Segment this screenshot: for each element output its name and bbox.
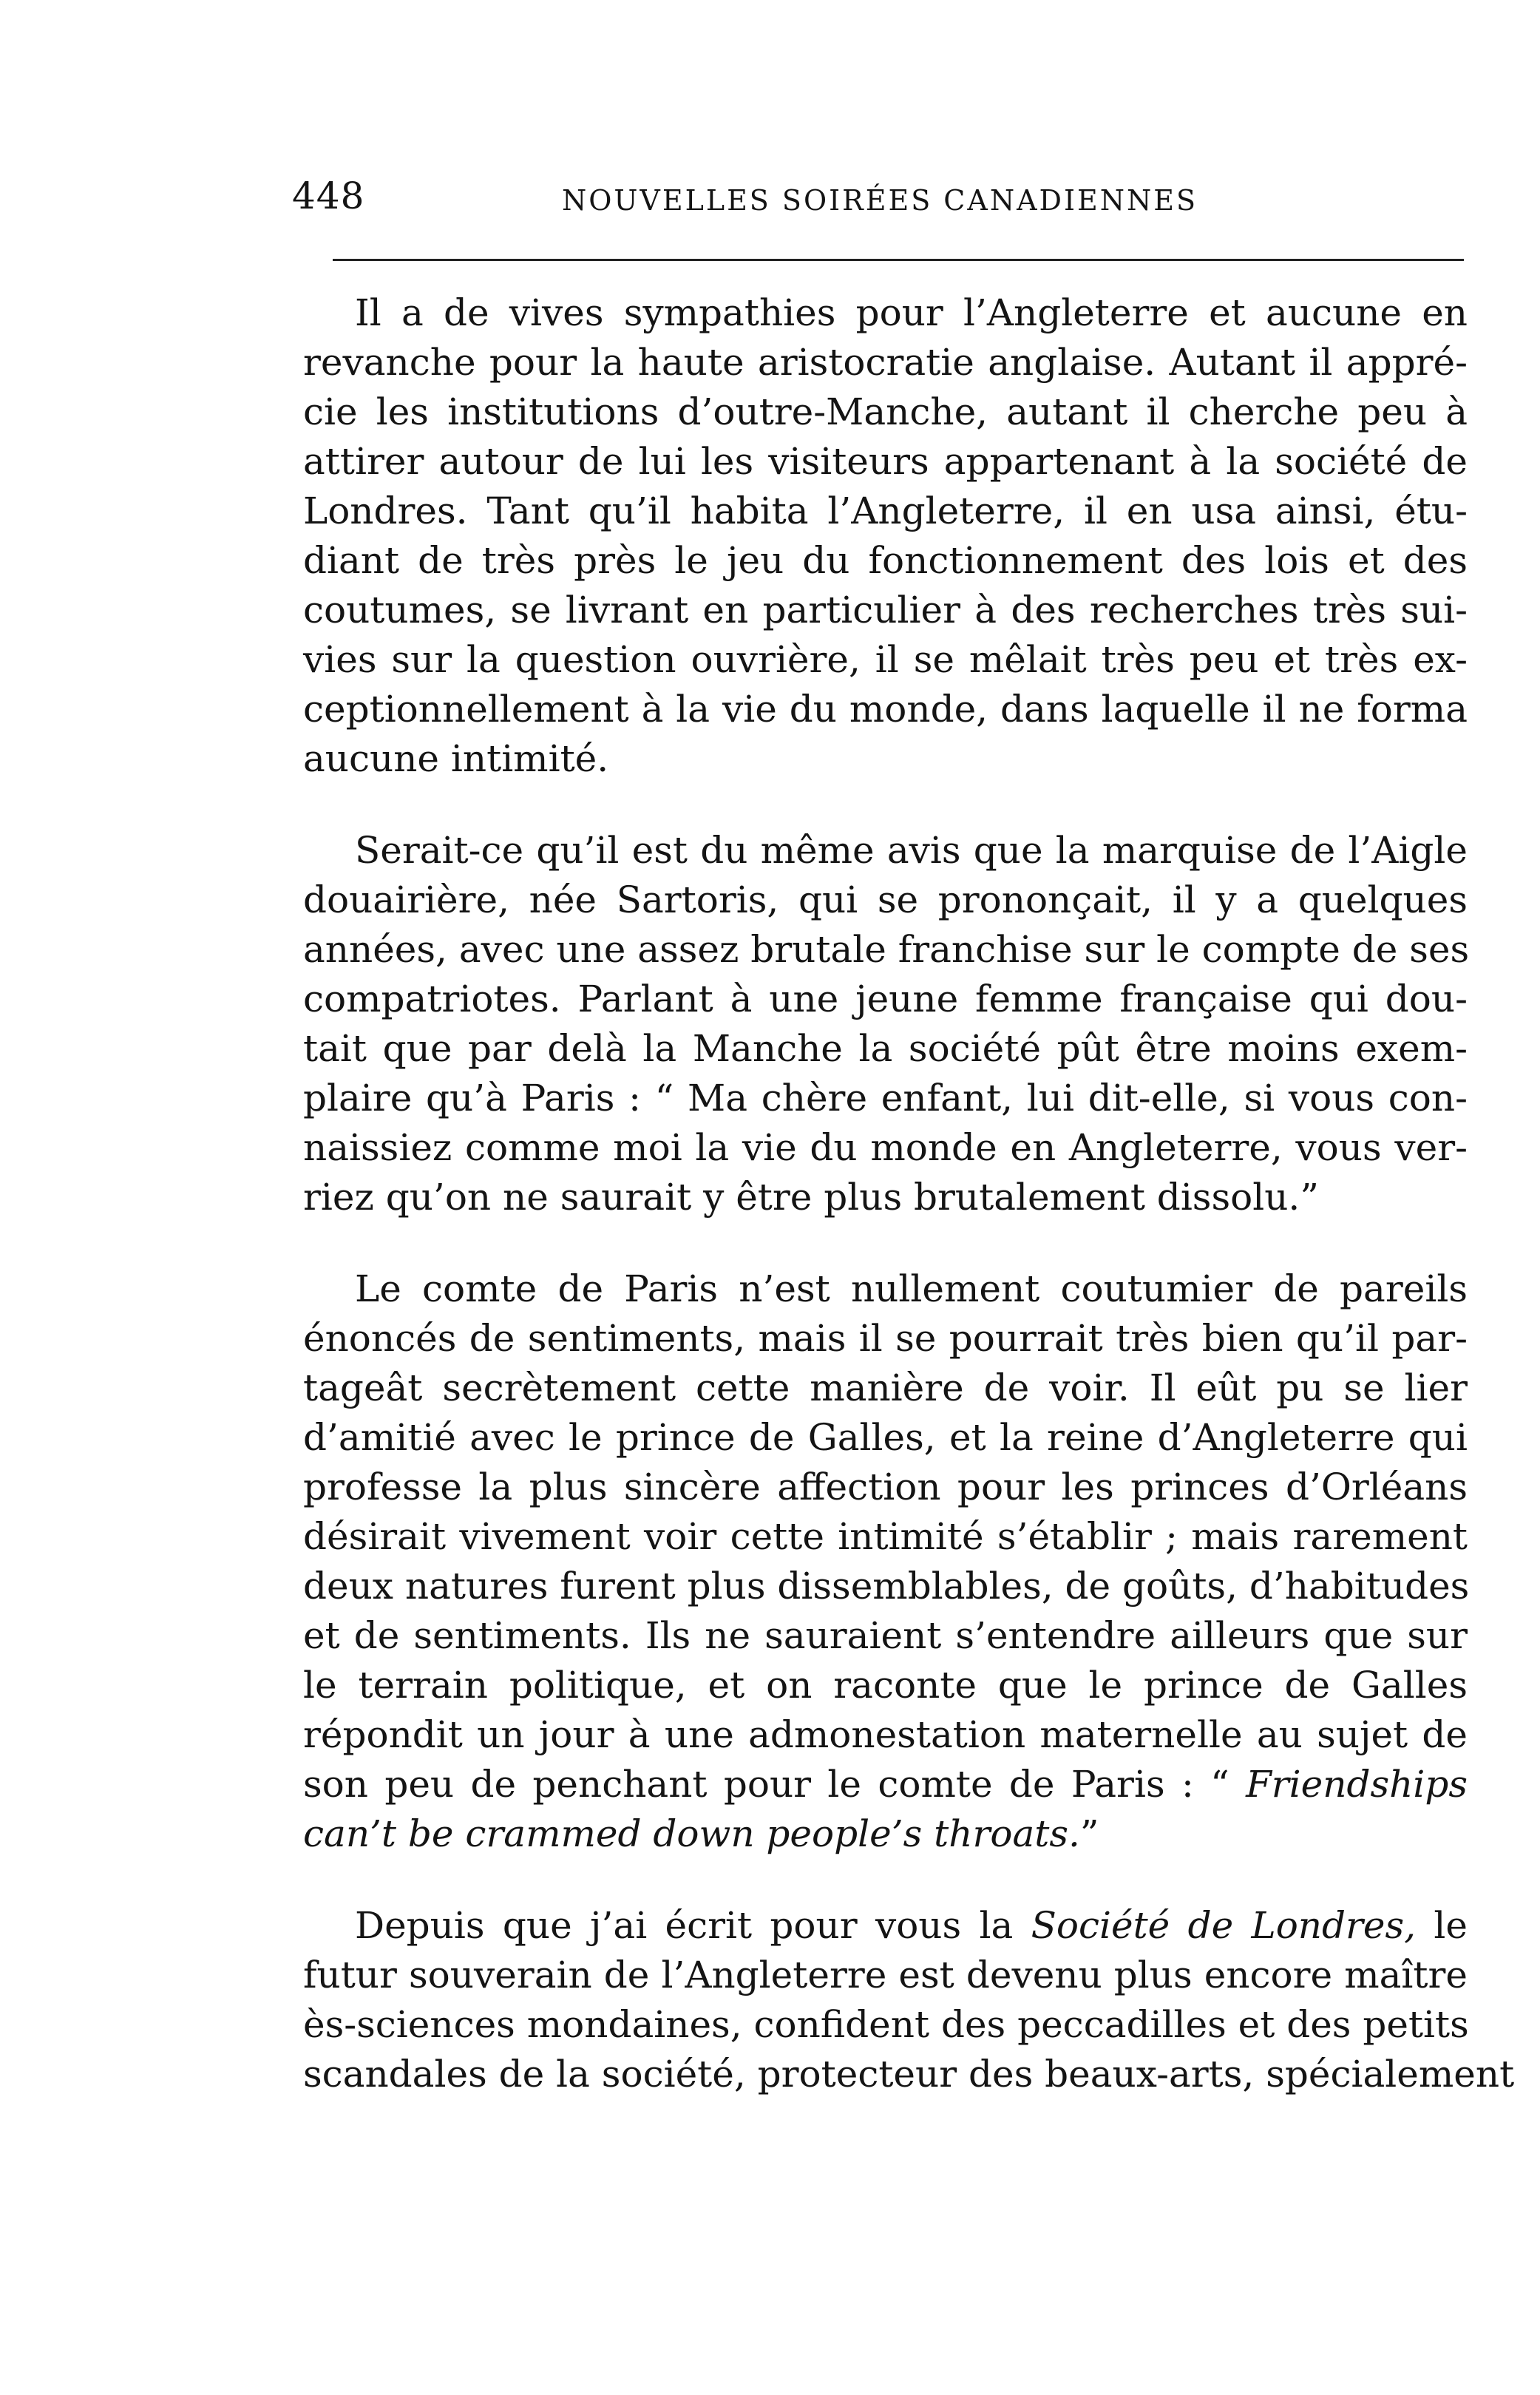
text-line: répondit un jour à une admonestation maternelle au sujet de [303,1713,1468,1756]
paragraph-4 [303,1901,1515,2099]
text-line: années, avec une assez brutale franchise sur le compte de ses [303,928,1470,971]
italic-phrase: can’t be crammed down people’s throats. [303,1812,1080,1855]
text-line: deux natures furent plus dissemblables, de goûts, d’habitudes [303,1565,1470,1608]
header-rule [333,259,1464,261]
line-text: son peu de penchant pour le comte de Paris : “ [303,1763,1229,1806]
page-number: 448 [292,175,365,217]
text-line: plaire qu’à Paris : “ Ma chère enfant, lui dit-elle, si vous con- [303,1077,1468,1119]
text-line: Il a de vives sympathies pour l’Angleterre et aucune en [355,291,1468,334]
paragraph-3 [303,1264,1468,1859]
paragraph-1 [303,288,1468,784]
text-line: Londres. Tant qu’il habita l’Angleterre, il en usa ainsi, étu- [303,489,1468,532]
line-text: Depuis que j’ai écrit pour vous la [355,1904,1014,1947]
text-line: d’amitié avec le prince de Galles, et la reine d’Angleterre qui [303,1416,1468,1459]
italic-title: Société de Londres, [1031,1904,1417,1947]
text-line: futur souverain de l’Angleterre est devenu plus encore maître [303,1954,1468,1996]
text-line: Serait-ce qu’il est du même avis que la marquise de l’Aigle [355,829,1468,872]
closing-quote: ” [1079,1812,1099,1855]
text-line: vies sur la question ouvrière, il se mêlait très peu et très ex- [303,638,1468,681]
text-line: énoncés de sentiments, mais il se pourrait très bien qu’il par- [303,1317,1468,1360]
text-line: attirer autour de lui les visiteurs appartenant à la société de [303,440,1468,483]
text-line: coutumes, se livrant en particulier à des recherches très sui- [303,589,1468,631]
text-line: ceptionnellement à la vie du monde, dans laquelle il ne forma [303,688,1468,731]
text-line: cie les institutions d’outre-Manche, autant il cherche peu à [303,390,1468,433]
italic-phrase: Friendships [1246,1763,1468,1806]
line-text: le [1434,1904,1468,1947]
text-line: diant de très près le jeu du fonctionnement des lois et des [303,539,1468,582]
paragraph-2 [303,826,1468,1222]
text-line: compatriotes. Parlant à une jeune femme française qui dou- [303,978,1468,1020]
text-line: désirait vivement voir cette intimité s’établir ; mais rarement [303,1515,1468,1558]
body-text [303,288,1515,2141]
text-line [303,1809,1468,1859]
text-line: et de sentiments. Ils ne sauraient s’entendre ailleurs que sur [303,1614,1468,1657]
text-line: naissiez comme moi la vie du monde en Angleterre, vous ver- [303,1126,1468,1169]
text-line: revanche pour la haute aristocratie anglaise. Autant il appré- [303,341,1468,384]
running-title: NOUVELLES SOIRÉES CANADIENNES [561,184,1198,217]
text-line: scandales de la société, protecteur des beaux-arts, spécialement [303,2053,1515,2096]
text-line: tait que par delà la Manche la société pût être moins exem- [303,1027,1468,1070]
text-line: le terrain politique, et on raconte que le prince de Galles [303,1664,1468,1707]
running-head [292,170,1468,229]
text-line: aucune intimité. [303,737,609,780]
text-line: douairière, née Sartoris, qui se prononçait, il y a quelques [303,878,1468,921]
text-line [303,1760,1468,1809]
text-line: tageât secrètement cette manière de voir. Il eût pu se lier [303,1366,1468,1409]
text-line: riez qu’on ne saurait y être plus brutalement dissolu.” [303,1176,1319,1219]
text-line: professe la plus sincère affection pour les princes d’Orléans [303,1466,1468,1508]
text-line: ès-sciences mondaines, confident des peccadilles et des petits [303,2003,1469,2046]
text-line: Le comte de Paris n’est nullement coutumier de pareils [355,1267,1468,1310]
text-line [303,1901,1468,1951]
